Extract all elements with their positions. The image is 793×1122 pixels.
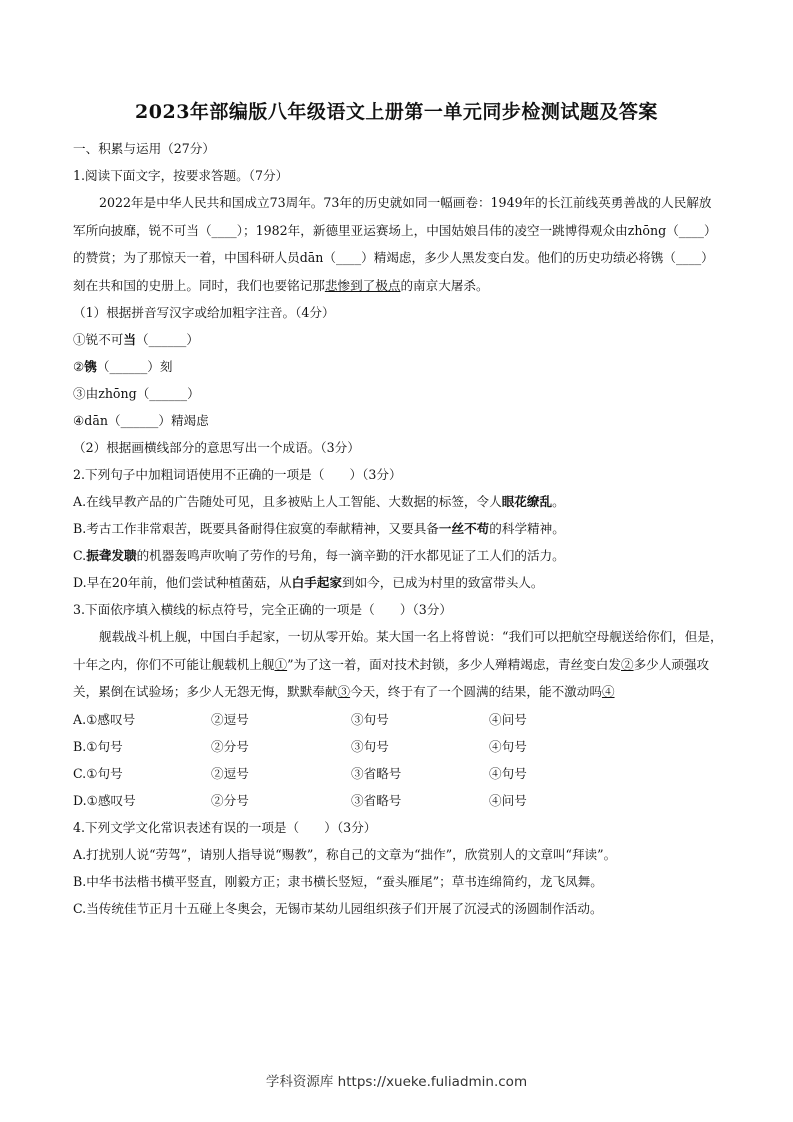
option-row-d: D.①感叹号 ②分号 ③省略号 ④问号 xyxy=(73,792,527,808)
question-4-option-c: C.当传统佳节正月十五碰上冬奥会，无锡市某幼儿园组织孩子们开展了沉浸式的汤圆制作活动。 xyxy=(73,900,603,916)
question-4-option-a: A.打扰别人说“劳驾”，请别人指导说“赐教”，称自己的文章为“拙作”，欣赏别人的文章叫“拜读”。 xyxy=(73,846,617,862)
option-row-a: A.①感叹号 ②逗号 ③句号 ④问号 xyxy=(73,711,527,727)
question-2-option-b: B.考古工作非常艰苦，既要具备耐得住寂寞的奉献精神，又要具备一丝不苟的科学精神。 xyxy=(73,521,565,536)
option-row-b: B.①句号 ②分号 ③句号 ④句号 xyxy=(73,738,527,754)
blank-item-3: ③由zhōng（______） xyxy=(73,386,200,401)
blank-item-2: ②镌（______）刻 xyxy=(73,359,173,374)
question-2-heading: 2.下列句子中加粗词语使用不正确的一项是（ ）（3分） xyxy=(73,467,402,482)
option-row-c: C.①句号 ②逗号 ③省略号 ④句号 xyxy=(73,765,527,781)
section-heading: 一、积累与运用（27分） xyxy=(73,141,215,156)
question-3-passage: 舰载战斗机上舰，中国白手起家，一切从零开始。某大国一名上将曾说：“我们可以把航空母舰送给你们，但是，十年之内，你们不可能让舰载机上舰①”为了这一着，面对技术封锁，多少人殚精竭虑，青丝变白发②多少人顽强攻关，累倒在试验场；多少人无怨无悔，默默奉献③今天，终于有了一个圆满的结果，能不激动吗④ xyxy=(73,629,723,699)
question-2-option-a: A.在线早教产品的广告随处可见，且多被贴上人工智能、大数据的标签，令人眼花缭乱。 xyxy=(73,494,565,509)
question-3-options xyxy=(73,706,723,814)
page-title: 2023年部编版八年级语文上册第一单元同步检测试题及答案 xyxy=(135,101,658,123)
question-4-option-b: B.中华书法楷书横平竖直，刚毅方正；隶书横长竖短，“蚕头雁尾”；草书连绵简约，龙飞凤舞。 xyxy=(73,873,603,889)
question-1-sub-2: （2）根据画横线部分的意思写出一个成语。（3分） xyxy=(73,440,360,455)
document-body xyxy=(73,135,723,922)
blank-item-4: ④dān（______）精竭虑 xyxy=(73,413,209,428)
footer-watermark: 学科资源库 https://xueke.fuliadmin.com xyxy=(265,1074,528,1090)
question-2-option-c: C.振聋发聩的机器轰鸣声吹响了劳作的号角，每一滴辛勤的汗水都见证了工人们的活力。 xyxy=(73,548,565,563)
underlined-phrase: 悲惨到了极点 xyxy=(324,277,401,293)
question-1-passage: 2022年是中华人民共和国成立73周年。73年的历史就如同一幅画卷：1949年的长江前线英勇善战的人民解放军所向披靡，锐不可当（____）；1982年，新德里亚运赛场上，中国姑娘吕伟的凌空一跳博得观众由zhōng（____）的赞赏；为了那惊天一着，中国科研人员dān（____）精竭虑，多少人黑发变白发。他们的历史功绩必将镌（____）刻在共和国的史册上。同时，我们也要铭记那悲惨到了极点的南京大屠杀。 xyxy=(73,195,717,293)
question-4-heading: 4.下列文学文化常识表述有误的一项是（ ）（3分） xyxy=(73,819,377,835)
blank-item-1: ①锐不可当（______） xyxy=(73,332,199,347)
question-2-option-d: D.早在20年前，他们尝试种植菌菇，从白手起家到如今，已成为村里的致富带头人。 xyxy=(73,575,544,590)
question-1-heading: 1.阅读下面文字，按要求答题。（7分） xyxy=(73,168,289,183)
question-3-heading: 3.下面依序填入横线的标点符号，完全正确的一项是（ ）（3分） xyxy=(73,602,452,617)
question-1-sub-1: （1）根据拼音写汉字或给加粗字注音。（4分） xyxy=(73,305,335,320)
